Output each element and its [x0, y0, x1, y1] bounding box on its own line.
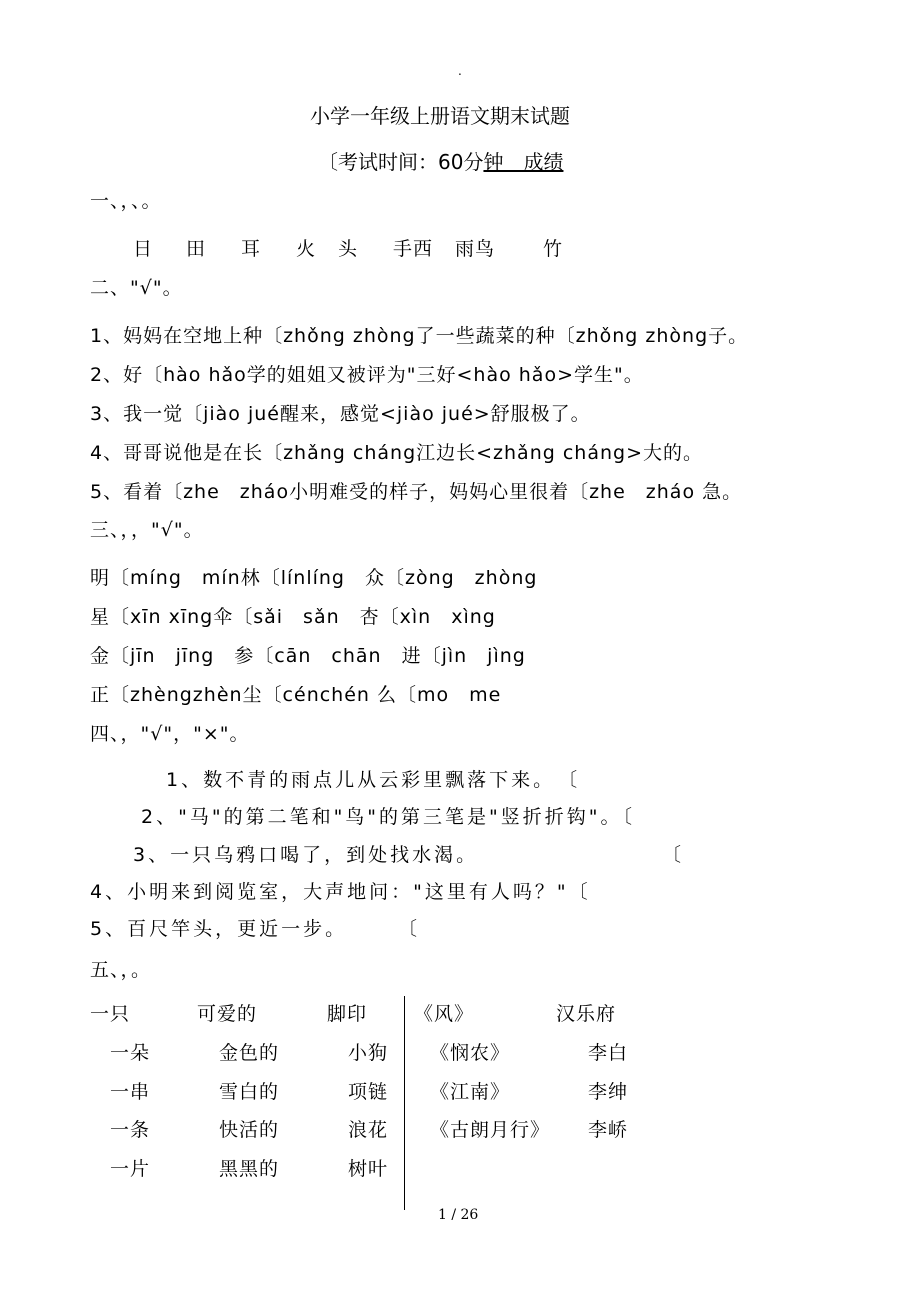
- measure-word-4: 一条: [110, 1119, 151, 1141]
- char-1: 日: [133, 238, 154, 260]
- page-subtitle: [318, 146, 563, 175]
- noun-2: 小狗: [348, 1042, 389, 1064]
- measure-word-2: 一朵: [110, 1042, 151, 1064]
- noun-5: 树叶: [348, 1158, 389, 1180]
- sec3-row-4: 正〔zhèngzhèn尘〔cénchén 么〔mo me: [90, 684, 502, 706]
- poem-4: 《古朗月行》: [430, 1119, 551, 1141]
- section-4-heading: 四、，"√"，"×"。: [90, 723, 250, 745]
- char-8: 竹: [543, 238, 564, 260]
- char-5: 头: [338, 238, 359, 260]
- page-title: 小学一年级上册语文期末试题: [310, 104, 570, 128]
- adjective-2: 金色的: [219, 1042, 280, 1064]
- measure-word-5: 一片: [110, 1158, 151, 1180]
- poem-3: 《江南》: [430, 1081, 511, 1103]
- sec4-item-5-paren: 〔: [398, 918, 419, 940]
- adjective-3: 雪白的: [219, 1081, 280, 1103]
- section-3-heading: 三、，，"√"。: [90, 519, 204, 541]
- sec4-item-3: 3、一只乌鸦口喝了，到处找水渴。: [133, 844, 479, 866]
- sec3-row-1: 明〔míng mín林〔línlíng 众〔zòng zhòng: [90, 567, 538, 589]
- noun-1: 脚印: [327, 1003, 368, 1025]
- sec3-row-2: 星〔xīn xīng伞〔sǎi sǎn 杏〔xìn xìng: [90, 606, 496, 628]
- char-7: 雨鸟: [455, 238, 496, 260]
- char-3: 耳: [241, 238, 262, 260]
- measure-word-3: 一串: [110, 1081, 151, 1103]
- sec2-item-1: 1、妈妈在空地上种〔zhǒng zhòng了一些蔬菜的种〔zhǒng zhòng子。: [90, 325, 749, 347]
- adjective-1: 可爱的: [197, 1003, 258, 1025]
- section-5-heading: 五、，。: [90, 959, 152, 981]
- author-4: 李峤: [588, 1119, 629, 1141]
- sec2-item-4: 4、哥哥说他是在长〔zhǎng cháng江边长<zhǎng cháng>大的。: [90, 442, 703, 464]
- poem-2: 《悯农》: [430, 1042, 511, 1064]
- sec4-item-3-paren: 〔: [662, 844, 683, 866]
- noun-4: 浪花: [348, 1119, 389, 1141]
- section-2-heading: 二、"√"。: [90, 277, 183, 299]
- page-number: 1 / 26: [438, 1207, 479, 1223]
- measure-word-1: 一只: [90, 1003, 131, 1025]
- sec2-item-3: 3、我一觉〔jiào jué醒来，感觉<jiào jué>舒服极了。: [90, 403, 591, 425]
- author-3: 李绅: [588, 1081, 629, 1103]
- char-4: 火: [296, 238, 317, 260]
- sec3-row-3: 金〔jīn jīng 参〔cān chān 进〔jìn jìng: [90, 645, 526, 667]
- sec2-item-5: 5、看着〔zhe zháo小明难受的样子，妈妈心里很着〔zhe zháo 急。: [90, 481, 743, 503]
- section-1-heading: 一、，、。: [90, 190, 162, 212]
- sec4-item-2: 2、"马"的第二笔和"鸟"的第三笔是"竖折折钩"。〔: [141, 806, 636, 828]
- adjective-4: 快活的: [219, 1119, 280, 1141]
- char-6: 手西: [393, 238, 434, 260]
- poem-1: 《风》: [414, 1003, 475, 1025]
- subtitle-text: 〔考试时间：60分: [318, 150, 484, 174]
- score-field: 钟 成绩: [483, 150, 564, 174]
- char-2: 田: [186, 238, 207, 260]
- sec4-item-1: 1、数不青的雨点儿从云彩里飘落下来。 〔: [166, 769, 581, 791]
- sec4-item-5: 5、百尺竿头，更近一步。: [90, 918, 348, 940]
- noun-3: 项链: [348, 1081, 389, 1103]
- column-divider: [404, 996, 405, 1210]
- author-2: 李白: [588, 1042, 629, 1064]
- adjective-5: 黑黑的: [219, 1158, 280, 1180]
- sec4-item-4: 4、小明来到阅览室，大声地问："这里有人吗？"〔: [90, 881, 591, 903]
- header-dot: .: [458, 64, 462, 78]
- author-1: 汉乐府: [556, 1003, 617, 1025]
- sec2-item-2: 2、好〔hào hǎo学的姐姐又被评为"三好<hào hǎo>学生"。: [90, 364, 644, 386]
